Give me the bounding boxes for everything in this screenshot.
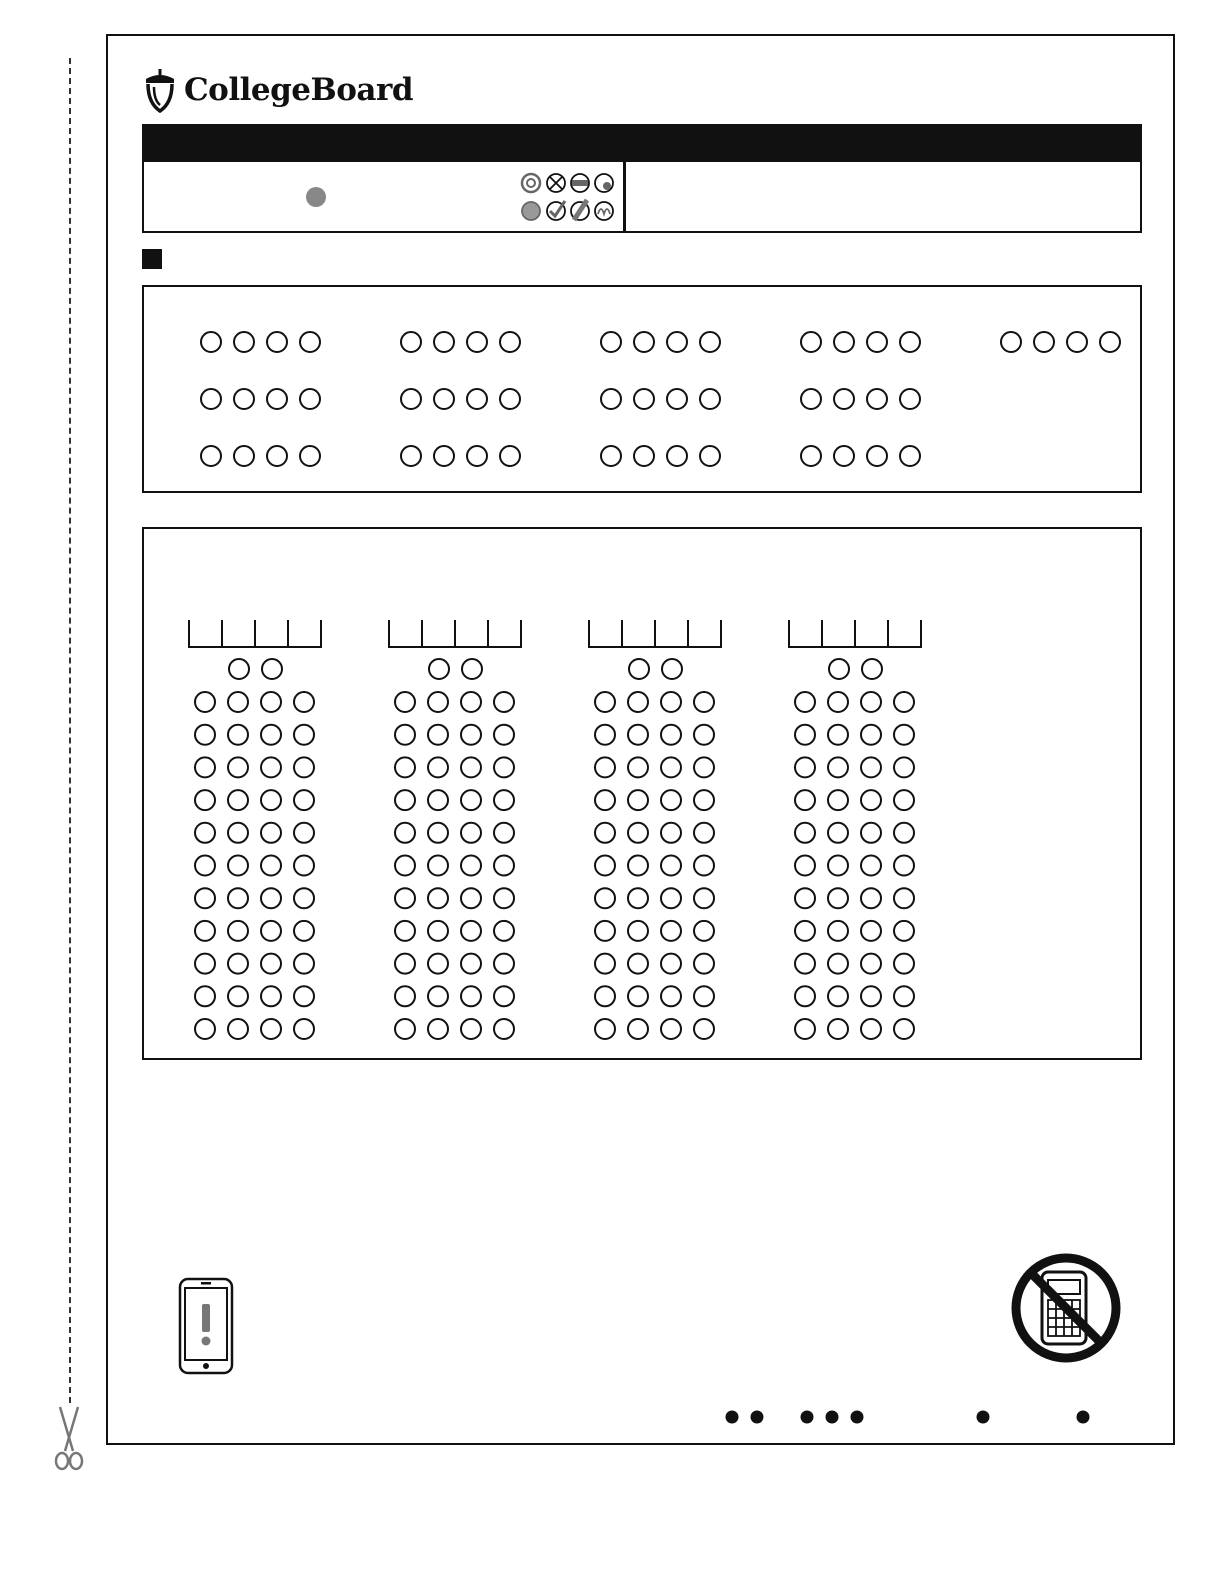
entry-boxes[interactable] xyxy=(789,620,921,647)
answer-bubble[interactable] xyxy=(1034,332,1054,352)
digit-bubble[interactable] xyxy=(294,986,314,1006)
digit-bubble[interactable] xyxy=(861,856,881,876)
answer-bubble[interactable] xyxy=(401,446,421,466)
digit-bubble[interactable] xyxy=(494,888,514,908)
dash-mark-icon xyxy=(571,174,589,192)
digit-bubble[interactable] xyxy=(228,1019,248,1039)
symbol-bubble[interactable] xyxy=(829,659,849,679)
example-dot xyxy=(306,187,326,207)
digit-bubble[interactable] xyxy=(428,888,448,908)
digit-bubble[interactable] xyxy=(294,888,314,908)
check-mark-icon xyxy=(547,201,565,220)
digit-bubble[interactable] xyxy=(494,725,514,745)
answer-bubble[interactable] xyxy=(500,389,520,409)
answer-bubble[interactable] xyxy=(601,446,621,466)
digit-bubble[interactable] xyxy=(461,823,481,843)
timing-mark xyxy=(801,1411,814,1424)
digit-bubble[interactable] xyxy=(294,757,314,777)
multiple-choice-bubbles xyxy=(144,287,1144,495)
digit-bubble[interactable] xyxy=(428,986,448,1006)
digit-bubble[interactable] xyxy=(461,888,481,908)
answer-bubble[interactable] xyxy=(834,389,854,409)
digit-bubble[interactable] xyxy=(261,921,281,941)
digit-bubble[interactable] xyxy=(661,757,681,777)
digit-bubble[interactable] xyxy=(795,856,815,876)
digit-bubble[interactable] xyxy=(195,790,215,810)
digit-bubble[interactable] xyxy=(494,823,514,843)
marking-instructions-box xyxy=(142,162,1142,233)
answer-bubble[interactable] xyxy=(1100,332,1120,352)
digit-bubble[interactable] xyxy=(228,790,248,810)
half-fill-icon xyxy=(522,202,540,220)
digit-bubble[interactable] xyxy=(894,888,914,908)
digit-bubble[interactable] xyxy=(428,954,448,974)
digit-bubble[interactable] xyxy=(894,823,914,843)
digit-bubble[interactable] xyxy=(795,954,815,974)
symbol-bubble[interactable] xyxy=(262,659,282,679)
digit-bubble[interactable] xyxy=(228,757,248,777)
digit-bubble[interactable] xyxy=(628,692,648,712)
digit-bubble[interactable] xyxy=(228,888,248,908)
timing-mark xyxy=(851,1411,864,1424)
digit-bubble[interactable] xyxy=(861,1019,881,1039)
answer-bubble[interactable] xyxy=(900,446,920,466)
digit-bubble[interactable] xyxy=(195,888,215,908)
answer-bubble[interactable] xyxy=(801,446,821,466)
answer-bubble[interactable] xyxy=(401,332,421,352)
answer-bubble[interactable] xyxy=(434,389,454,409)
timing-mark xyxy=(977,1411,990,1424)
no-calculator-icon xyxy=(1008,1250,1124,1366)
answer-bubble[interactable] xyxy=(900,332,920,352)
digit-bubble[interactable] xyxy=(294,790,314,810)
digit-bubble[interactable] xyxy=(195,692,215,712)
digit-bubble[interactable] xyxy=(261,692,281,712)
digit-bubble[interactable] xyxy=(828,823,848,843)
digit-bubble[interactable] xyxy=(395,692,415,712)
answer-bubble[interactable] xyxy=(834,332,854,352)
digit-bubble[interactable] xyxy=(894,1019,914,1039)
answer-bubble[interactable] xyxy=(267,446,287,466)
symbol-bubble[interactable] xyxy=(229,659,249,679)
digit-bubble[interactable] xyxy=(894,921,914,941)
digit-bubble[interactable] xyxy=(195,725,215,745)
timing-mark xyxy=(751,1411,764,1424)
digit-bubble[interactable] xyxy=(195,1019,215,1039)
digit-bubble[interactable] xyxy=(494,986,514,1006)
answer-bubble[interactable] xyxy=(601,389,621,409)
answer-bubble[interactable] xyxy=(434,446,454,466)
digit-bubble[interactable] xyxy=(461,1019,481,1039)
digit-bubble[interactable] xyxy=(795,888,815,908)
digit-bubble[interactable] xyxy=(195,921,215,941)
digit-bubble[interactable] xyxy=(494,1019,514,1039)
digit-bubble[interactable] xyxy=(795,921,815,941)
answer-bubble[interactable] xyxy=(634,332,654,352)
digit-bubble[interactable] xyxy=(795,790,815,810)
digit-bubble[interactable] xyxy=(228,823,248,843)
digit-bubble[interactable] xyxy=(294,823,314,843)
digit-bubble[interactable] xyxy=(795,757,815,777)
section-marker xyxy=(142,249,162,269)
digit-bubble[interactable] xyxy=(595,921,615,941)
digit-bubble[interactable] xyxy=(661,921,681,941)
digit-bubble[interactable] xyxy=(694,856,714,876)
digit-bubble[interactable] xyxy=(661,692,681,712)
digit-bubble[interactable] xyxy=(694,921,714,941)
timing-mark xyxy=(726,1411,739,1424)
digit-bubble[interactable] xyxy=(294,692,314,712)
digit-bubble[interactable] xyxy=(595,790,615,810)
digit-bubble[interactable] xyxy=(395,790,415,810)
answer-bubble[interactable] xyxy=(201,446,221,466)
digit-bubble[interactable] xyxy=(861,823,881,843)
digit-bubble[interactable] xyxy=(294,954,314,974)
digit-bubble[interactable] xyxy=(628,888,648,908)
digit-bubble[interactable] xyxy=(494,954,514,974)
digit-bubble[interactable] xyxy=(195,856,215,876)
digit-bubble[interactable] xyxy=(628,725,648,745)
digit-bubble[interactable] xyxy=(595,725,615,745)
digit-bubble[interactable] xyxy=(628,921,648,941)
digit-bubble[interactable] xyxy=(828,1019,848,1039)
cut-line xyxy=(69,58,71,1403)
digit-bubble[interactable] xyxy=(661,856,681,876)
answer-bubble[interactable] xyxy=(467,332,487,352)
digit-bubble[interactable] xyxy=(828,986,848,1006)
x-mark-icon xyxy=(547,174,565,192)
digit-bubble[interactable] xyxy=(628,986,648,1006)
digit-bubble[interactable] xyxy=(828,888,848,908)
digit-bubble[interactable] xyxy=(694,954,714,974)
digit-bubble[interactable] xyxy=(228,692,248,712)
digit-bubble[interactable] xyxy=(828,692,848,712)
answer-bubble[interactable] xyxy=(801,332,821,352)
marking-examples xyxy=(519,170,619,226)
entry-boxes[interactable] xyxy=(389,620,521,647)
digit-bubble[interactable] xyxy=(694,986,714,1006)
scissors-icon xyxy=(52,1405,86,1473)
answer-bubble[interactable] xyxy=(234,332,254,352)
acorn-icon xyxy=(142,67,178,113)
digit-bubble[interactable] xyxy=(428,856,448,876)
digit-bubble[interactable] xyxy=(395,1019,415,1039)
answer-bubble[interactable] xyxy=(634,389,654,409)
phone-alert-icon xyxy=(178,1277,236,1375)
digit-bubble[interactable] xyxy=(661,954,681,974)
digit-bubble[interactable] xyxy=(428,1019,448,1039)
digit-bubble[interactable] xyxy=(661,986,681,1006)
digit-bubble[interactable] xyxy=(428,790,448,810)
digit-bubble[interactable] xyxy=(861,725,881,745)
symbol-bubble[interactable] xyxy=(429,659,449,679)
answer-bubble[interactable] xyxy=(467,389,487,409)
digit-bubble[interactable] xyxy=(694,790,714,810)
digit-bubble[interactable] xyxy=(294,725,314,745)
digit-bubble[interactable] xyxy=(661,823,681,843)
digit-bubble[interactable] xyxy=(461,757,481,777)
digit-bubble[interactable] xyxy=(261,757,281,777)
answer-bubble[interactable] xyxy=(700,389,720,409)
digit-bubble[interactable] xyxy=(395,888,415,908)
multiple-choice-section xyxy=(142,285,1142,493)
digit-bubble[interactable] xyxy=(828,954,848,974)
digit-bubble[interactable] xyxy=(694,692,714,712)
digit-bubble[interactable] xyxy=(828,921,848,941)
digit-bubble[interactable] xyxy=(595,757,615,777)
scribble-mark-icon xyxy=(595,202,613,220)
answer-bubble[interactable] xyxy=(467,446,487,466)
answer-bubble[interactable] xyxy=(634,446,654,466)
symbol-bubble[interactable] xyxy=(662,659,682,679)
timing-mark xyxy=(1077,1411,1090,1424)
digit-bubble[interactable] xyxy=(461,725,481,745)
digit-bubble[interactable] xyxy=(261,888,281,908)
answer-bubble[interactable] xyxy=(500,332,520,352)
brand-logo xyxy=(142,66,413,114)
answer-bubble[interactable] xyxy=(700,446,720,466)
digit-bubble[interactable] xyxy=(795,823,815,843)
digit-bubble[interactable] xyxy=(261,986,281,1006)
digit-bubble[interactable] xyxy=(261,1019,281,1039)
digit-bubble[interactable] xyxy=(861,986,881,1006)
digit-bubble[interactable] xyxy=(261,823,281,843)
digit-bubble[interactable] xyxy=(661,725,681,745)
digit-bubble[interactable] xyxy=(228,921,248,941)
digit-bubble[interactable] xyxy=(461,921,481,941)
digit-bubble[interactable] xyxy=(861,921,881,941)
answer-bubble[interactable] xyxy=(601,332,621,352)
answer-bubble[interactable] xyxy=(801,389,821,409)
digit-bubble[interactable] xyxy=(395,986,415,1006)
answer-bubble[interactable] xyxy=(700,332,720,352)
digit-bubble[interactable] xyxy=(861,757,881,777)
symbol-bubble[interactable] xyxy=(629,659,649,679)
digit-bubble[interactable] xyxy=(661,1019,681,1039)
digit-bubble[interactable] xyxy=(894,757,914,777)
digit-bubble[interactable] xyxy=(595,856,615,876)
answer-bubble[interactable] xyxy=(300,389,320,409)
digit-bubble[interactable] xyxy=(294,856,314,876)
answer-bubble[interactable] xyxy=(267,389,287,409)
digit-bubble[interactable] xyxy=(428,921,448,941)
digit-bubble[interactable] xyxy=(694,823,714,843)
answer-bubble[interactable] xyxy=(434,332,454,352)
digit-bubble[interactable] xyxy=(195,954,215,974)
digit-bubble[interactable] xyxy=(461,856,481,876)
digit-bubble[interactable] xyxy=(428,692,448,712)
brand-name: CollegeBoard xyxy=(184,72,413,108)
digit-bubble[interactable] xyxy=(428,823,448,843)
answer-bubble[interactable] xyxy=(267,332,287,352)
digit-bubble[interactable] xyxy=(628,856,648,876)
digit-bubble[interactable] xyxy=(261,856,281,876)
digit-bubble[interactable] xyxy=(195,757,215,777)
digit-bubble[interactable] xyxy=(628,790,648,810)
digit-bubble[interactable] xyxy=(395,823,415,843)
answer-bubble[interactable] xyxy=(300,332,320,352)
digit-bubble[interactable] xyxy=(694,725,714,745)
answer-bubble[interactable] xyxy=(867,332,887,352)
digit-bubble[interactable] xyxy=(494,692,514,712)
digit-bubble[interactable] xyxy=(595,888,615,908)
symbol-bubble[interactable] xyxy=(862,659,882,679)
digit-bubble[interactable] xyxy=(894,986,914,1006)
answer-bubble[interactable] xyxy=(1067,332,1087,352)
digit-bubble[interactable] xyxy=(395,856,415,876)
answer-bubble[interactable] xyxy=(401,389,421,409)
answer-bubble[interactable] xyxy=(201,332,221,352)
digit-bubble[interactable] xyxy=(661,888,681,908)
digit-bubble[interactable] xyxy=(628,1019,648,1039)
digit-bubble[interactable] xyxy=(861,888,881,908)
filled-bubble-icon xyxy=(522,174,540,192)
digit-bubble[interactable] xyxy=(628,823,648,843)
timing-mark xyxy=(826,1411,839,1424)
digit-bubble[interactable] xyxy=(795,725,815,745)
answer-bubble[interactable] xyxy=(667,332,687,352)
digit-bubble[interactable] xyxy=(694,1019,714,1039)
answer-bubble[interactable] xyxy=(667,389,687,409)
digit-bubble[interactable] xyxy=(461,692,481,712)
grid-in-section xyxy=(142,527,1142,1060)
digit-bubble[interactable] xyxy=(795,692,815,712)
digit-bubble[interactable] xyxy=(395,954,415,974)
digit-bubble[interactable] xyxy=(628,954,648,974)
digit-bubble[interactable] xyxy=(294,1019,314,1039)
digit-bubble[interactable] xyxy=(894,725,914,745)
digit-bubble[interactable] xyxy=(461,954,481,974)
digit-bubble[interactable] xyxy=(828,790,848,810)
digit-bubble[interactable] xyxy=(228,856,248,876)
digit-bubble[interactable] xyxy=(595,1019,615,1039)
symbol-bubble[interactable] xyxy=(462,659,482,679)
entry-boxes[interactable] xyxy=(189,620,321,647)
answer-bubble[interactable] xyxy=(867,389,887,409)
digit-bubble[interactable] xyxy=(628,757,648,777)
digit-bubble[interactable] xyxy=(261,790,281,810)
digit-bubble[interactable] xyxy=(261,954,281,974)
digit-bubble[interactable] xyxy=(228,954,248,974)
digit-bubble[interactable] xyxy=(461,986,481,1006)
answer-bubble[interactable] xyxy=(900,389,920,409)
digit-bubble[interactable] xyxy=(395,725,415,745)
timing-marks xyxy=(720,1405,1100,1429)
digit-bubble[interactable] xyxy=(661,790,681,810)
digit-bubble[interactable] xyxy=(894,954,914,974)
digit-bubble[interactable] xyxy=(694,888,714,908)
digit-bubble[interactable] xyxy=(195,823,215,843)
answer-bubble[interactable] xyxy=(201,389,221,409)
answer-bubble[interactable] xyxy=(867,446,887,466)
digit-bubble[interactable] xyxy=(795,986,815,1006)
digit-bubble[interactable] xyxy=(595,954,615,974)
instruction-divider xyxy=(623,162,626,231)
answer-bubble[interactable] xyxy=(300,446,320,466)
digit-bubble[interactable] xyxy=(828,757,848,777)
slash-mark-icon xyxy=(571,200,589,220)
digit-bubble[interactable] xyxy=(494,790,514,810)
digit-bubble[interactable] xyxy=(461,790,481,810)
digit-bubble[interactable] xyxy=(861,790,881,810)
digit-bubble[interactable] xyxy=(894,790,914,810)
answer-bubble[interactable] xyxy=(500,446,520,466)
digit-bubble[interactable] xyxy=(494,856,514,876)
digit-bubble[interactable] xyxy=(261,725,281,745)
answer-bubble[interactable] xyxy=(667,446,687,466)
digit-bubble[interactable] xyxy=(861,954,881,974)
digit-bubble[interactable] xyxy=(694,757,714,777)
entry-boxes[interactable] xyxy=(589,620,721,647)
digit-bubble[interactable] xyxy=(595,692,615,712)
answer-bubble[interactable] xyxy=(234,389,254,409)
digit-bubble[interactable] xyxy=(195,986,215,1006)
answer-bubble[interactable] xyxy=(234,446,254,466)
digit-bubble[interactable] xyxy=(894,692,914,712)
answer-bubble[interactable] xyxy=(1001,332,1021,352)
digit-bubble[interactable] xyxy=(595,986,615,1006)
grid-in-bubbles xyxy=(144,529,1144,1062)
digit-bubble[interactable] xyxy=(828,856,848,876)
digit-bubble[interactable] xyxy=(595,823,615,843)
digit-bubble[interactable] xyxy=(395,921,415,941)
digit-bubble[interactable] xyxy=(294,921,314,941)
digit-bubble[interactable] xyxy=(828,725,848,745)
digit-bubble[interactable] xyxy=(428,725,448,745)
header-bar xyxy=(142,124,1142,162)
digit-bubble[interactable] xyxy=(395,757,415,777)
digit-bubble[interactable] xyxy=(861,692,881,712)
dot-mark-icon xyxy=(595,174,613,192)
digit-bubble[interactable] xyxy=(228,986,248,1006)
digit-bubble[interactable] xyxy=(428,757,448,777)
digit-bubble[interactable] xyxy=(494,921,514,941)
digit-bubble[interactable] xyxy=(494,757,514,777)
digit-bubble[interactable] xyxy=(228,725,248,745)
digit-bubble[interactable] xyxy=(795,1019,815,1039)
digit-bubble[interactable] xyxy=(894,856,914,876)
answer-bubble[interactable] xyxy=(834,446,854,466)
